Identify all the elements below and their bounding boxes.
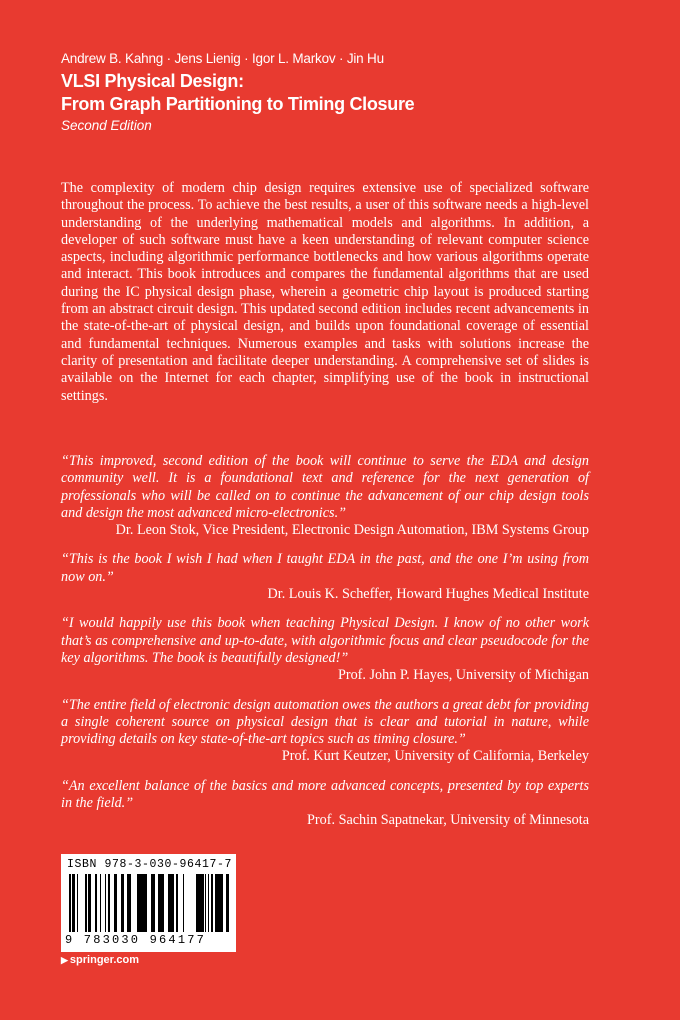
- endorsement-attribution: Prof. Sachin Sapatnekar, University of Minnesota: [307, 812, 589, 829]
- cover-header: [61, 50, 414, 135]
- endorsement: [61, 551, 589, 603]
- isbn-barcode: [61, 854, 236, 952]
- endorsement: [61, 697, 589, 766]
- endorsement-text: “An excellent balance of the basics and more advanced concepts, presented by top experts in the field.”: [61, 777, 589, 812]
- endorsement-text: “I would happily use this book when teaching Physical Design. I know of no other work that’s as comprehensive and up-to-date, with algorithmic focus and clear pseudocode for the key algorithms. The book is beautifully designed!”: [61, 615, 589, 666]
- book-title-line2: From Graph Partitioning to Timing Closure: [61, 94, 415, 114]
- endorsement-attribution: Prof. Kurt Keutzer, University of California, Berkeley: [281, 748, 589, 765]
- endorsement-attribution: Dr. Louis K. Scheffer, Howard Hughes Medical Institute: [267, 586, 589, 603]
- endorsement-text: “The entire field of electronic design automation owes the authors a great debt for providing a single coherent source on physical design that is clear and tutorial in nature, while providing details on key state-of-the-art topics such as timing closure.”: [61, 696, 589, 748]
- endorsements: [61, 453, 589, 842]
- endorsement: [61, 778, 589, 830]
- publisher-link[interactable]: [61, 954, 139, 966]
- endorsement-attribution: Dr. Leon Stok, Vice President, Electronic Design Automation, IBM Systems Group: [115, 522, 589, 539]
- endorsement: [61, 453, 589, 539]
- endorsement-text: “This is the book I wish I had when I taught EDA in the past, and the one I’m using from now on.”: [61, 551, 589, 585]
- barcode-bars: [69, 874, 229, 932]
- book-description: The complexity of modern chip design requires extensive use of specialized software throughout the process. To achieve the best results, a user of this software needs a high-level understanding of the underlying mathematical models and algorithms. In addition, a developer of such software must have a keen understanding of relevant computer science aspects, including algorithmic performance bottlenecks and how various algorithms operate and interact. This book introduces and compares the fundamental algorithms that are used during the IC physical design phase, wherein a geometric chip layout is produced starting from an abstract circuit design. This updated second edition includes recent advancements in the state-of-the-art of physical design, and builds upon foundational coverage of essential and fundamental techniques. Numerous examples and tasks with solutions increase the clarity of presentation and facilitate deeper understanding. A comprehensive set of slides is available on the Internet for each chapter, simplifying use of the book in instructional settings.: [61, 180, 589, 404]
- arrow-right-icon: ▶: [61, 954, 68, 965]
- publisher-url: springer.com: [69, 954, 139, 966]
- endorsement-attribution: Prof. John P. Hayes, University of Michigan: [337, 667, 589, 684]
- isbn-label: ISBN 978-3-030-96417-7: [67, 858, 233, 871]
- endorsement-text: “This improved, second edition of the book will continue to serve the EDA and design community well. It is a foundational text and reference for the next generation of professionals who will be called on to continue the advancement of our chip design tools and design the most advanced micro-electronics.”: [61, 453, 589, 521]
- edition: Second Edition: [61, 118, 152, 133]
- barcode-digits: 9 783030 964177: [65, 933, 207, 947]
- endorsement: [61, 615, 589, 684]
- book-title-line1: VLSI Physical Design:: [61, 71, 244, 91]
- authors: Andrew B. Kahng · Jens Lienig · Igor L. Markov · Jin Hu: [61, 51, 384, 66]
